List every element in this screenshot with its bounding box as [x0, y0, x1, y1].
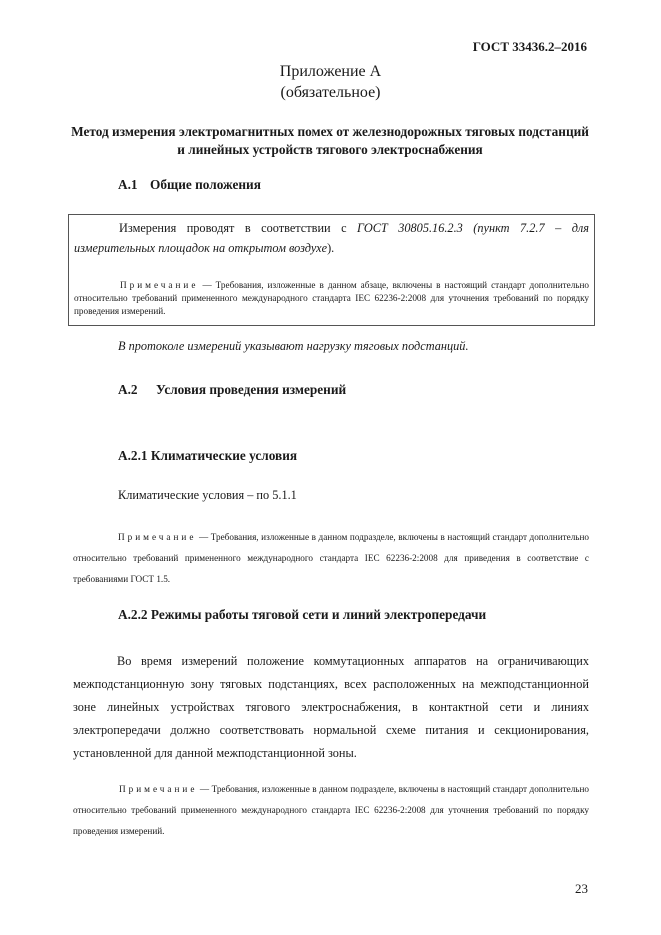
section-heading-a22: [118, 607, 486, 623]
section-heading-a1: [118, 177, 261, 193]
section-number: А.1: [118, 177, 138, 192]
note-label: Примечание: [120, 280, 199, 290]
section-heading-a2: [118, 382, 346, 398]
section-title: Общие положения: [150, 177, 261, 192]
appendix-subtitle: (обязательное): [280, 84, 381, 101]
note-text: — Требования, изложенные в данном подразделе, включены в настоящий стандарт дополнительно относительно требований примененного международного стандарта IEC 62236-2:2008 для приведения в соответствие с требованиями ГОСТ 1.5.: [73, 532, 589, 584]
page-number: 23: [575, 881, 588, 896]
standard-reference: ГОСТ 30805.16.2.3: [357, 221, 463, 235]
section-number: А.2: [118, 382, 138, 397]
document-standard-number: ГОСТ 33436.2–2016: [472, 39, 587, 54]
note-label: Примечание: [118, 532, 197, 542]
box-paragraph-end: ).: [327, 241, 335, 255]
document-title: Метод измерения электромагнитных помех от железнодорожных тяговых подстанций и линейных устройств тягового электроснабжения: [71, 124, 589, 157]
section-number: А.2.2: [118, 607, 148, 622]
section-number: А.2.1: [118, 448, 148, 463]
box-paragraph: [74, 218, 589, 258]
box-paragraph-parenthetical: (пункт 7.2.7 – для измерительных площадок на открытом воздухе: [74, 221, 590, 255]
box-paragraph-text: Измерения проводят в соответствии с: [119, 221, 358, 235]
section-title: Климатические условия: [150, 448, 298, 463]
bordered-text-box: [68, 214, 595, 326]
italic-statement: В протоколе измерений указывают нагрузку тяговых подстанций.: [118, 339, 469, 353]
note-a21: [73, 527, 589, 590]
section-title: Режимы работы тяговой сети и линий электропередачи: [150, 607, 487, 622]
note-a22: [73, 779, 589, 842]
section-heading-a21: [118, 448, 297, 464]
body-paragraph: Во время измерений положение коммутационных аппаратов на ограничивающих межподстанционную зону тяговых подстанциях, всех расположенных на межподстанционной зоне линейных устройствах тягового электроснабжения, в контактной сети и линиях электропередачи должно соответствовать нормальной схеме питания и секционирования, установленной для данной межподстанционной зоны.: [73, 654, 589, 760]
note-label: Примечание: [119, 784, 198, 794]
section-title: Условия проведения измерений: [156, 382, 347, 397]
note-text: — Требования, изложенные в данном подразделе, включены в настоящий стандарт дополнительно относительно требований примененного международного стандарта IEC 62236-2:2008 для уточнения требований по порядку проведения измерений.: [73, 784, 589, 836]
appendix-title: Приложение А: [279, 63, 382, 80]
climate-conditions-text: Климатические условия – по 5.1.1: [118, 488, 297, 502]
box-note: [74, 279, 589, 318]
note-text: — Требования, изложенные в данном абзаце, включены в настоящий стандарт дополнительно относительно требований примененного международного стандарта IEC 62236-2:2008 для уточнения требований по порядку проведения измерений.: [74, 280, 589, 316]
